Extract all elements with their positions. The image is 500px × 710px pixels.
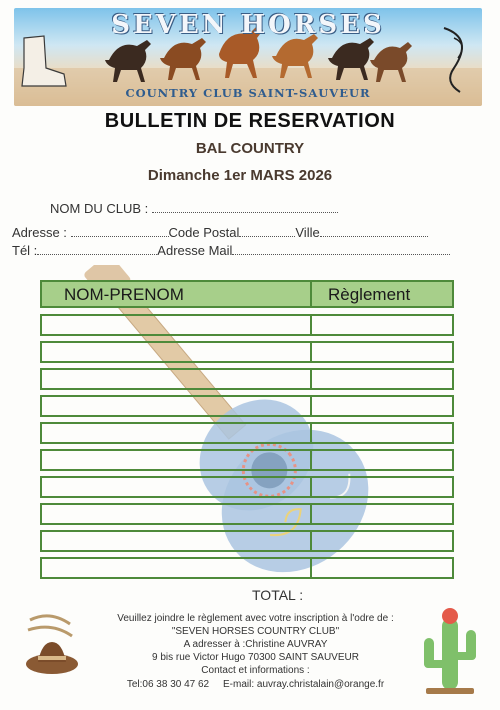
event-date: Dimanche 1er MARS 2026 bbox=[147, 167, 333, 184]
table-row[interactable] bbox=[40, 395, 454, 417]
footer-contact-label: Contact et informations : bbox=[201, 665, 310, 676]
cowboy-hat-lasso-icon bbox=[24, 612, 80, 686]
email-line[interactable] bbox=[232, 244, 450, 255]
footer-club-name: "SEVEN HORSES COUNTRY CLUB" bbox=[171, 626, 340, 637]
club-name-field[interactable] bbox=[50, 201, 338, 216]
club-name-line[interactable] bbox=[152, 202, 338, 213]
table-row[interactable] bbox=[40, 503, 454, 525]
city-label: Ville bbox=[295, 225, 320, 240]
table-row[interactable] bbox=[40, 341, 454, 363]
banner-subtitle: COUNTRY CLUB SAINT-SAUVEUR bbox=[125, 86, 371, 100]
email-label: Adresse Mail bbox=[157, 243, 233, 258]
total-label: TOTAL : bbox=[252, 587, 304, 603]
club-name-label: NOM DU CLUB : bbox=[50, 201, 149, 216]
table-row[interactable] bbox=[40, 422, 454, 444]
table-header bbox=[40, 280, 454, 308]
postal-line[interactable] bbox=[239, 226, 295, 237]
banner-title: SEVEN HORSES bbox=[111, 10, 385, 40]
postal-label: Code Postal bbox=[168, 225, 240, 240]
table-row[interactable] bbox=[40, 368, 454, 390]
contact-row bbox=[12, 243, 450, 258]
table-row[interactable] bbox=[40, 557, 454, 579]
footer-street-address: 9 bis rue Victor Hugo 70300 SAINT SAUVEUR bbox=[152, 652, 359, 663]
address-row bbox=[12, 225, 428, 240]
address-label: Adresse : bbox=[12, 225, 67, 240]
phone-line[interactable] bbox=[37, 244, 157, 255]
footer-address-to: A adresser à :Christine AUVRAY bbox=[183, 639, 328, 650]
table-row[interactable] bbox=[40, 449, 454, 471]
header-payment: Règlement bbox=[328, 285, 411, 304]
event-name: BAL COUNTRY bbox=[195, 140, 305, 157]
phone-label: Tél : bbox=[12, 243, 38, 258]
club-banner bbox=[14, 8, 482, 106]
table-row[interactable] bbox=[40, 314, 454, 336]
table-row[interactable] bbox=[40, 476, 454, 498]
table-row[interactable] bbox=[40, 530, 454, 552]
form-title: BULLETIN DE RESERVATION bbox=[104, 110, 396, 132]
city-line[interactable] bbox=[320, 226, 428, 237]
header-name: NOM-PRENOM bbox=[64, 285, 184, 304]
footer-instructions: Veuillez joindre le règlement avec votre inscription à l'odre de : bbox=[117, 613, 394, 624]
footer-contact-details[interactable]: Tel:06 38 30 47 62 E-mail: auvray.christalain@orange.fr bbox=[126, 679, 385, 690]
address-line[interactable] bbox=[71, 226, 169, 237]
